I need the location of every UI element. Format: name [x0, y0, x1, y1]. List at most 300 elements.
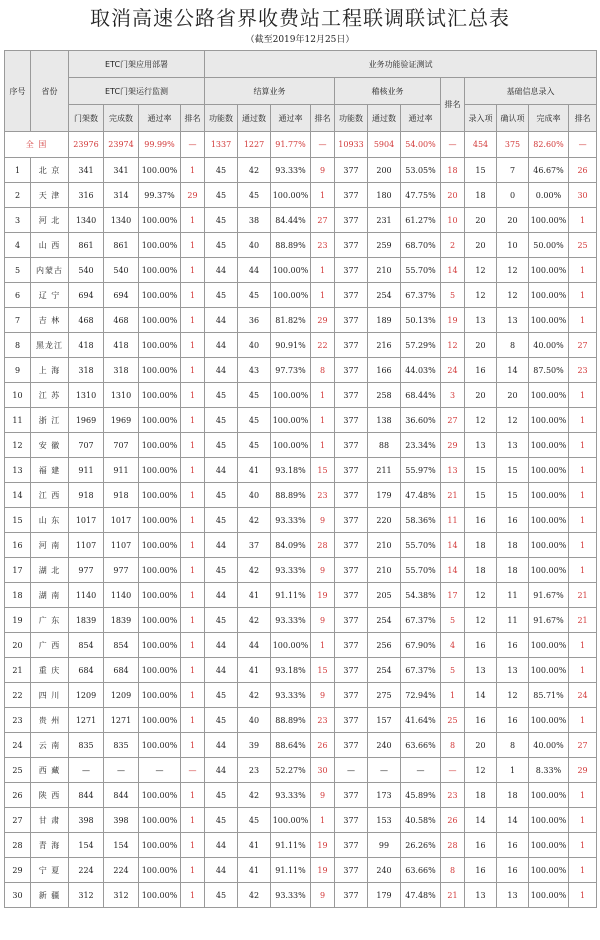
- function-count-cell: 45: [205, 808, 238, 833]
- done-count-cell: 861: [104, 233, 139, 258]
- pass-count-cell: 41: [238, 583, 271, 608]
- table-row: [5, 258, 597, 283]
- pass-rate-cell: 93.18%: [271, 658, 311, 683]
- rank-cell: 19: [441, 308, 465, 333]
- header-basic-info: 基础信息录入: [465, 78, 597, 105]
- row-index-cell: 20: [5, 633, 31, 658]
- header-gantry-count: 门架数: [69, 105, 104, 132]
- completion-rate-cell: 100.00%: [529, 508, 569, 533]
- rank-cell: —: [441, 758, 465, 783]
- gantry-count-cell: 684: [69, 658, 104, 683]
- completion-rate-cell: 40.00%: [529, 333, 569, 358]
- function-count-cell: 45: [205, 558, 238, 583]
- rank-cell: 1: [181, 258, 205, 283]
- rank-cell: 15: [311, 658, 335, 683]
- pass-count-cell: 45: [238, 183, 271, 208]
- completion-rate-cell: 100.00%: [529, 283, 569, 308]
- pass-count-cell: 42: [238, 883, 271, 908]
- rank-cell: 3: [441, 383, 465, 408]
- rank-cell: 1: [181, 708, 205, 733]
- row-index-cell: 2: [5, 183, 31, 208]
- done-count-cell: 977: [104, 558, 139, 583]
- pass-count-cell: 42: [238, 783, 271, 808]
- header-entry-count: 录入项: [465, 105, 497, 132]
- pass-count-cell: 41: [238, 833, 271, 858]
- confirm-count-cell: 13: [497, 658, 529, 683]
- pass-rate-cell: 88.89%: [271, 233, 311, 258]
- done-count-cell: 398: [104, 808, 139, 833]
- function-count-cell: 45: [205, 183, 238, 208]
- pass-rate-cell: 63.66%: [401, 733, 441, 758]
- pass-rate-cell: 45.89%: [401, 783, 441, 808]
- rank-cell: 12: [441, 333, 465, 358]
- header-confirm-count: 确认项: [497, 105, 529, 132]
- confirm-count-cell: 1: [497, 758, 529, 783]
- rank-cell: 1: [311, 383, 335, 408]
- done-count-cell: 418: [104, 333, 139, 358]
- rank-cell: 9: [311, 158, 335, 183]
- rank-cell: 1: [569, 808, 597, 833]
- pass-rate-cell: 93.33%: [271, 558, 311, 583]
- rank-cell: 27: [569, 733, 597, 758]
- rank-cell: 23: [311, 708, 335, 733]
- pass-count-cell: 42: [238, 558, 271, 583]
- pass-rate-cell: 100.00%: [139, 533, 181, 558]
- function-count-cell: 44: [205, 833, 238, 858]
- table-body: [5, 132, 597, 908]
- gantry-count-cell: 911: [69, 458, 104, 483]
- total-pass-rate-cell: 99.99%: [139, 132, 181, 158]
- gantry-count-cell: 1839: [69, 608, 104, 633]
- province-cell: 辽 宁: [31, 283, 69, 308]
- total-gantry-count-cell: 23976: [69, 132, 104, 158]
- pass-count-cell: 166: [368, 358, 401, 383]
- pass-count-cell: 41: [238, 658, 271, 683]
- done-count-cell: 1340: [104, 208, 139, 233]
- confirm-count-cell: 12: [497, 408, 529, 433]
- function-count-cell: 45: [205, 383, 238, 408]
- pass-rate-cell: 67.37%: [401, 658, 441, 683]
- confirm-count-cell: 16: [497, 858, 529, 883]
- entry-count-cell: 18: [465, 558, 497, 583]
- function-count-cell: 377: [335, 208, 368, 233]
- function-count-cell: 45: [205, 158, 238, 183]
- row-index-cell: 12: [5, 433, 31, 458]
- entry-count-cell: 12: [465, 608, 497, 633]
- function-count-cell: 377: [335, 633, 368, 658]
- pass-rate-cell: 100.00%: [139, 283, 181, 308]
- rank-cell: 23: [569, 358, 597, 383]
- table-row: [5, 683, 597, 708]
- entry-count-cell: 16: [465, 358, 497, 383]
- rank-cell: 1: [181, 733, 205, 758]
- rank-cell: 27: [441, 408, 465, 433]
- rank-cell: 14: [441, 558, 465, 583]
- pass-rate-cell: 100.00%: [271, 383, 311, 408]
- rank-cell: 1: [181, 558, 205, 583]
- done-count-cell: 540: [104, 258, 139, 283]
- completion-rate-cell: 100.00%: [529, 308, 569, 333]
- gantry-count-cell: 154: [69, 833, 104, 858]
- function-count-cell: 45: [205, 508, 238, 533]
- confirm-count-cell: 18: [497, 533, 529, 558]
- pass-count-cell: 256: [368, 633, 401, 658]
- done-count-cell: 341: [104, 158, 139, 183]
- rank-cell: 1: [311, 408, 335, 433]
- pass-count-cell: 173: [368, 783, 401, 808]
- confirm-count-cell: 14: [497, 358, 529, 383]
- pass-count-cell: 41: [238, 858, 271, 883]
- pass-rate-cell: 84.44%: [271, 208, 311, 233]
- confirm-count-cell: 16: [497, 508, 529, 533]
- table-row: [5, 508, 597, 533]
- pass-rate-cell: 97.73%: [271, 358, 311, 383]
- table-row: [5, 208, 597, 233]
- rank-cell: 28: [311, 533, 335, 558]
- pass-count-cell: 254: [368, 283, 401, 308]
- pass-count-cell: 45: [238, 808, 271, 833]
- completion-rate-cell: 46.67%: [529, 158, 569, 183]
- rank-cell: 1: [181, 683, 205, 708]
- completion-rate-cell: 100.00%: [529, 783, 569, 808]
- table-row: [5, 833, 597, 858]
- pass-rate-cell: 100.00%: [271, 433, 311, 458]
- rank-cell: 1: [569, 383, 597, 408]
- function-count-cell: 44: [205, 458, 238, 483]
- pass-rate-cell: 100.00%: [139, 233, 181, 258]
- gantry-count-cell: 318: [69, 358, 104, 383]
- completion-rate-cell: 100.00%: [529, 433, 569, 458]
- function-count-cell: 45: [205, 608, 238, 633]
- total-pass-rate-cell: 91.77%: [271, 132, 311, 158]
- header-pass-rate: 通过率: [271, 105, 311, 132]
- pass-rate-cell: 100.00%: [139, 683, 181, 708]
- entry-count-cell: 13: [465, 308, 497, 333]
- confirm-count-cell: 11: [497, 583, 529, 608]
- rank-cell: 1: [311, 258, 335, 283]
- rank-cell: 8: [311, 358, 335, 383]
- pass-rate-cell: 81.82%: [271, 308, 311, 333]
- pass-rate-cell: 61.27%: [401, 208, 441, 233]
- entry-count-cell: 16: [465, 708, 497, 733]
- function-count-cell: 377: [335, 833, 368, 858]
- rank-cell: 1: [181, 233, 205, 258]
- pass-rate-cell: 93.33%: [271, 683, 311, 708]
- rank-cell: 22: [311, 333, 335, 358]
- confirm-count-cell: 12: [497, 283, 529, 308]
- pass-count-cell: 38: [238, 208, 271, 233]
- function-count-cell: 377: [335, 258, 368, 283]
- row-index-cell: 13: [5, 458, 31, 483]
- pass-count-cell: 179: [368, 483, 401, 508]
- gantry-count-cell: —: [69, 758, 104, 783]
- pass-rate-cell: 100.00%: [271, 258, 311, 283]
- rank-cell: 1: [311, 633, 335, 658]
- rank-cell: 1: [569, 508, 597, 533]
- function-count-cell: 377: [335, 308, 368, 333]
- completion-rate-cell: 100.00%: [529, 633, 569, 658]
- rank-cell: 19: [311, 833, 335, 858]
- rank-cell: 25: [441, 708, 465, 733]
- pass-count-cell: 99: [368, 833, 401, 858]
- rank-cell: —: [181, 758, 205, 783]
- function-count-cell: 377: [335, 333, 368, 358]
- total-pass-count-cell: 5904: [368, 132, 401, 158]
- gantry-count-cell: 224: [69, 858, 104, 883]
- pass-rate-cell: 52.27%: [271, 758, 311, 783]
- function-count-cell: 45: [205, 783, 238, 808]
- province-cell: 云 南: [31, 733, 69, 758]
- gantry-count-cell: 1209: [69, 683, 104, 708]
- province-cell: 广 西: [31, 633, 69, 658]
- pass-count-cell: —: [368, 758, 401, 783]
- function-count-cell: 45: [205, 483, 238, 508]
- pass-rate-cell: 100.00%: [271, 633, 311, 658]
- done-count-cell: 684: [104, 658, 139, 683]
- pass-count-cell: 210: [368, 258, 401, 283]
- rank-cell: 1: [181, 433, 205, 458]
- pass-rate-cell: 93.18%: [271, 458, 311, 483]
- entry-count-cell: 20: [465, 233, 497, 258]
- pass-rate-cell: 58.36%: [401, 508, 441, 533]
- gantry-count-cell: 398: [69, 808, 104, 833]
- entry-count-cell: 12: [465, 758, 497, 783]
- pass-rate-cell: 47.48%: [401, 883, 441, 908]
- entry-count-cell: 20: [465, 333, 497, 358]
- pass-rate-cell: 99.37%: [139, 183, 181, 208]
- confirm-count-cell: 16: [497, 708, 529, 733]
- pass-rate-cell: 91.11%: [271, 583, 311, 608]
- rank-cell: 1: [181, 883, 205, 908]
- completion-rate-cell: 100.00%: [529, 833, 569, 858]
- rank-cell: 1: [441, 683, 465, 708]
- rank-cell: 1: [181, 533, 205, 558]
- table-row: [5, 408, 597, 433]
- pass-count-cell: 179: [368, 883, 401, 908]
- rank-cell: 1: [569, 858, 597, 883]
- pass-count-cell: 240: [368, 733, 401, 758]
- pass-rate-cell: 100.00%: [139, 708, 181, 733]
- function-count-cell: —: [335, 758, 368, 783]
- rank-cell: 19: [311, 858, 335, 883]
- completion-rate-cell: 91.67%: [529, 583, 569, 608]
- rank-cell: 1: [569, 258, 597, 283]
- province-cell: 河 北: [31, 208, 69, 233]
- province-cell: 青 海: [31, 833, 69, 858]
- total-rank-cell: —: [311, 132, 335, 158]
- done-count-cell: 468: [104, 308, 139, 333]
- function-count-cell: 377: [335, 783, 368, 808]
- pass-rate-cell: 100.00%: [139, 458, 181, 483]
- pass-rate-cell: 100.00%: [139, 558, 181, 583]
- completion-rate-cell: 100.00%: [529, 208, 569, 233]
- entry-count-cell: 15: [465, 458, 497, 483]
- page-subtitle: （截至2019年12月25日）: [245, 35, 355, 45]
- table-row: [5, 733, 597, 758]
- done-count-cell: 1209: [104, 683, 139, 708]
- pass-rate-cell: 93.33%: [271, 783, 311, 808]
- row-index-cell: 26: [5, 783, 31, 808]
- row-index-cell: 24: [5, 733, 31, 758]
- row-index-cell: 8: [5, 333, 31, 358]
- pass-count-cell: 275: [368, 683, 401, 708]
- function-count-cell: 45: [205, 683, 238, 708]
- gantry-count-cell: 835: [69, 733, 104, 758]
- province-cell: 陕 西: [31, 783, 69, 808]
- pass-rate-cell: 100.00%: [139, 508, 181, 533]
- row-index-cell: 11: [5, 408, 31, 433]
- province-cell: 湖 北: [31, 558, 69, 583]
- row-index-cell: 7: [5, 308, 31, 333]
- done-count-cell: 1310: [104, 383, 139, 408]
- total-done-count-cell: 23974: [104, 132, 139, 158]
- entry-count-cell: 18: [465, 783, 497, 808]
- confirm-count-cell: 14: [497, 808, 529, 833]
- pass-rate-cell: 100.00%: [139, 433, 181, 458]
- pass-count-cell: 88: [368, 433, 401, 458]
- pass-rate-cell: 100.00%: [271, 283, 311, 308]
- confirm-count-cell: 16: [497, 633, 529, 658]
- gantry-count-cell: 316: [69, 183, 104, 208]
- pass-rate-cell: 100.00%: [139, 583, 181, 608]
- header-province: 省份: [31, 51, 69, 132]
- pass-rate-cell: 88.89%: [271, 708, 311, 733]
- completion-rate-cell: 8.33%: [529, 758, 569, 783]
- total-function-count-cell: 1337: [205, 132, 238, 158]
- rank-cell: 28: [441, 833, 465, 858]
- gantry-count-cell: 1107: [69, 533, 104, 558]
- rank-cell: 1: [569, 658, 597, 683]
- row-index-cell: 23: [5, 708, 31, 733]
- rank-cell: 1: [181, 408, 205, 433]
- rank-cell: 2: [441, 233, 465, 258]
- table-row: [5, 308, 597, 333]
- function-count-cell: 45: [205, 283, 238, 308]
- pass-rate-cell: 54.38%: [401, 583, 441, 608]
- entry-count-cell: 14: [465, 683, 497, 708]
- entry-count-cell: 16: [465, 833, 497, 858]
- province-cell: 安 徽: [31, 433, 69, 458]
- pass-count-cell: 254: [368, 658, 401, 683]
- header-audit-rank: 排名: [441, 78, 465, 132]
- pass-rate-cell: 41.64%: [401, 708, 441, 733]
- function-count-cell: 45: [205, 208, 238, 233]
- pass-rate-cell: 47.48%: [401, 483, 441, 508]
- summary-table: [4, 50, 597, 908]
- province-cell: 湖 南: [31, 583, 69, 608]
- pass-rate-cell: 100.00%: [139, 408, 181, 433]
- done-count-cell: 1271: [104, 708, 139, 733]
- rank-cell: 1: [569, 458, 597, 483]
- rank-cell: 1: [181, 508, 205, 533]
- confirm-count-cell: 15: [497, 458, 529, 483]
- row-index-cell: 15: [5, 508, 31, 533]
- rank-cell: 1: [311, 808, 335, 833]
- function-count-cell: 45: [205, 408, 238, 433]
- function-count-cell: 44: [205, 308, 238, 333]
- entry-count-cell: 20: [465, 733, 497, 758]
- rank-cell: 21: [569, 583, 597, 608]
- pass-rate-cell: 100.00%: [139, 608, 181, 633]
- rank-cell: 5: [441, 283, 465, 308]
- province-cell: 浙 江: [31, 408, 69, 433]
- completion-rate-cell: 100.00%: [529, 458, 569, 483]
- gantry-count-cell: 1017: [69, 508, 104, 533]
- entry-count-cell: 13: [465, 433, 497, 458]
- pass-rate-cell: 40.58%: [401, 808, 441, 833]
- rank-cell: 23: [311, 483, 335, 508]
- gantry-count-cell: 418: [69, 333, 104, 358]
- table-row: [5, 283, 597, 308]
- table-row: [5, 658, 597, 683]
- completion-rate-cell: 100.00%: [529, 858, 569, 883]
- row-index-cell: 29: [5, 858, 31, 883]
- done-count-cell: 1107: [104, 533, 139, 558]
- rank-cell: 4: [441, 633, 465, 658]
- completion-rate-cell: 0.00%: [529, 183, 569, 208]
- rank-cell: 14: [441, 258, 465, 283]
- table-row: [5, 783, 597, 808]
- pass-rate-cell: 55.70%: [401, 558, 441, 583]
- function-count-cell: 377: [335, 658, 368, 683]
- header-settlement: 结算业务: [205, 78, 335, 105]
- rank-cell: 29: [569, 758, 597, 783]
- row-index-cell: 3: [5, 208, 31, 233]
- pass-count-cell: 210: [368, 558, 401, 583]
- pass-count-cell: 40: [238, 333, 271, 358]
- header-completion-rate: 完成率: [529, 105, 569, 132]
- function-count-cell: 45: [205, 233, 238, 258]
- table-row: [5, 883, 597, 908]
- total-entry-count-cell: 454: [465, 132, 497, 158]
- total-row: [5, 132, 597, 158]
- pass-count-cell: 41: [238, 458, 271, 483]
- entry-count-cell: 18: [465, 533, 497, 558]
- table-row: [5, 233, 597, 258]
- completion-rate-cell: 100.00%: [529, 483, 569, 508]
- header-rank: 排名: [181, 105, 205, 132]
- rank-cell: 1: [181, 583, 205, 608]
- confirm-count-cell: 13: [497, 433, 529, 458]
- row-index-cell: 17: [5, 558, 31, 583]
- done-count-cell: 154: [104, 833, 139, 858]
- rank-cell: 17: [441, 583, 465, 608]
- header-index: 序号: [5, 51, 31, 132]
- confirm-count-cell: 20: [497, 383, 529, 408]
- rank-cell: 1: [181, 783, 205, 808]
- pass-count-cell: 44: [238, 633, 271, 658]
- pass-count-cell: 39: [238, 733, 271, 758]
- rank-cell: 5: [441, 608, 465, 633]
- table-row: [5, 183, 597, 208]
- province-cell: 福 建: [31, 458, 69, 483]
- done-count-cell: 918: [104, 483, 139, 508]
- row-index-cell: 9: [5, 358, 31, 383]
- confirm-count-cell: 15: [497, 483, 529, 508]
- function-count-cell: 45: [205, 708, 238, 733]
- function-count-cell: 44: [205, 733, 238, 758]
- completion-rate-cell: 40.00%: [529, 733, 569, 758]
- pass-count-cell: 40: [238, 233, 271, 258]
- function-count-cell: 45: [205, 883, 238, 908]
- entry-count-cell: 18: [465, 183, 497, 208]
- function-count-cell: 44: [205, 658, 238, 683]
- province-cell: 宁 夏: [31, 858, 69, 883]
- province-cell: 河 南: [31, 533, 69, 558]
- completion-rate-cell: 100.00%: [529, 808, 569, 833]
- pass-rate-cell: 100.00%: [271, 408, 311, 433]
- rank-cell: 1: [181, 308, 205, 333]
